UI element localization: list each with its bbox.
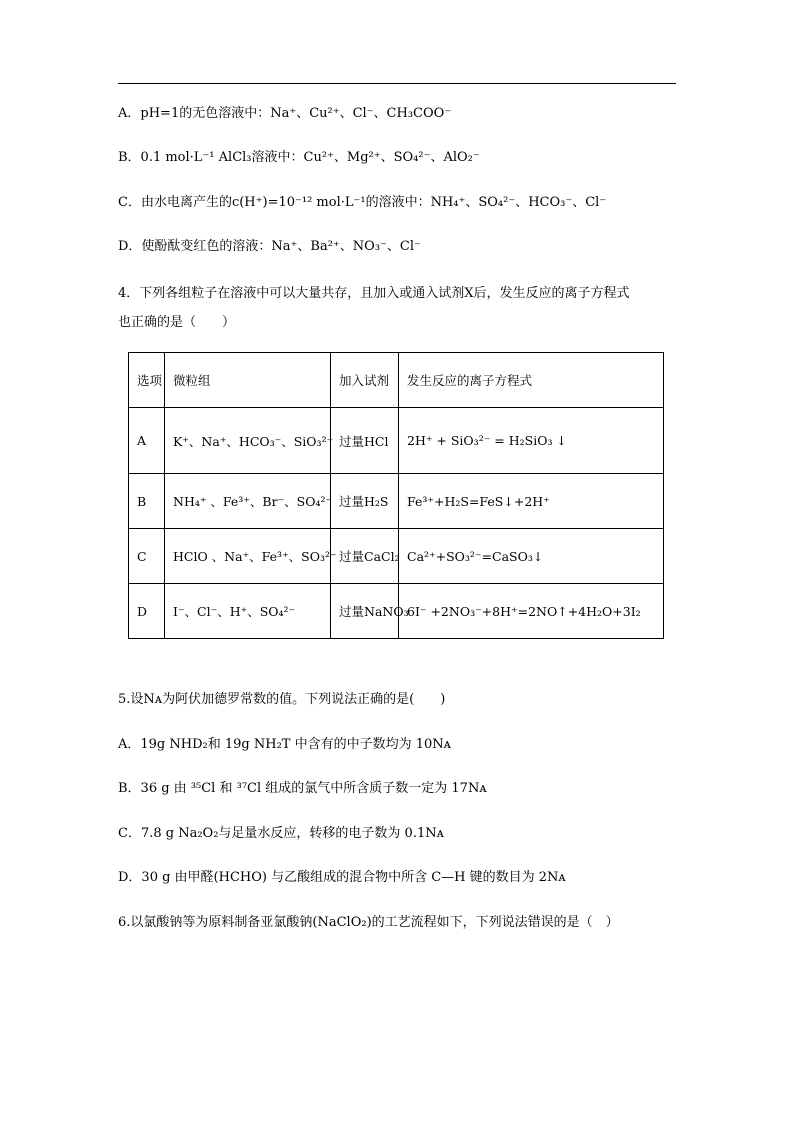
q4-stem-line2: 也正确的是（ ） xyxy=(118,315,236,330)
row-reagent: 过量CaCl₂ xyxy=(331,529,399,584)
row-particles: I⁻、Cl⁻、H⁺、SO₄²⁻ xyxy=(165,584,331,639)
q3-option-c: C．由水电离产生的c(H⁺)=10⁻¹² mol·L⁻¹的溶液中：NH₄⁺、SO₄²⁻、HCO₃⁻、Cl⁻ xyxy=(118,195,607,210)
page-header-rule xyxy=(118,83,676,84)
table-header-row xyxy=(129,353,664,408)
header-equation: 发生反应的离子方程式 xyxy=(399,353,664,408)
q5-stem: 5.设Nᴀ为阿伏加德罗常数的值。下列说法正确的是( ) xyxy=(118,692,446,707)
row-particles: NH₄⁺ 、Fe³⁺、Br⁻、SO₄²⁻ xyxy=(165,474,331,529)
q5-option-c: C．7.8 g Na₂O₂与足量水反应，转移的电子数为 0.1Nᴀ xyxy=(118,826,444,841)
table-row xyxy=(129,474,664,529)
q4-stem-line1: 4．下列各组粒子在溶液中可以大量共存，且加入或通入试剂X后，发生反应的离子方程式 xyxy=(118,286,630,301)
row-equation: 2H⁺ + SiO₃²⁻ = H₂SiO₃ ↓ xyxy=(399,408,664,474)
table-row xyxy=(129,408,664,474)
row-equation: Ca²⁺+SO₃²⁻=CaSO₃↓ xyxy=(399,529,664,584)
header-option: 选项 xyxy=(129,353,165,408)
row-option: B xyxy=(129,474,165,529)
row-option: D xyxy=(129,584,165,639)
row-reagent: 过量NaNO₃ xyxy=(331,584,399,639)
row-equation: Fe³⁺+H₂S=FeS↓+2H⁺ xyxy=(399,474,664,529)
row-reagent: 过量H₂S xyxy=(331,474,399,529)
row-particles: HClO 、Na⁺、Fe³⁺、SO₃²⁻ xyxy=(165,529,331,584)
table-row xyxy=(129,529,664,584)
q6-stem: 6.以氯酸钠等为原料制备亚氯酸钠(NaClO₂)的工艺流程如下，下列说法错误的是（ ） xyxy=(118,915,619,930)
row-option: A xyxy=(129,408,165,474)
q4-table xyxy=(128,352,664,639)
q5-option-a: A．19g NHD₂和 19g NH₂T 中含有的中子数均为 10Nᴀ xyxy=(118,737,451,752)
table-row xyxy=(129,584,664,639)
q5-option-b: B．36 g 由 ³⁵Cl 和 ³⁷Cl 组成的氯气中所含质子数一定为 17Nᴀ xyxy=(118,781,487,796)
header-particles: 微粒组 xyxy=(165,353,331,408)
header-reagent: 加入试剂 xyxy=(331,353,399,408)
q3-option-d: D．使酚酞变红色的溶液：Na⁺、Ba²⁺、NO₃⁻、Cl⁻ xyxy=(118,239,421,254)
row-equation: 6I⁻ +2NO₃⁻+8H⁺=2NO↑+4H₂O+3I₂ xyxy=(399,584,664,639)
row-reagent: 过量HCl xyxy=(331,408,399,474)
q3-option-b: B．0.1 mol·L⁻¹ AlCl₃溶液中：Cu²⁺、Mg²⁺、SO₄²⁻、AlO₂⁻ xyxy=(118,150,480,165)
q5-option-d: D．30 g 由甲醛(HCHO) 与乙酸组成的混合物中所含 C—H 键的数目为 2Nᴀ xyxy=(118,870,566,885)
q3-option-a: A．pH=1的无色溶液中：Na⁺、Cu²⁺、Cl⁻、CH₃COO⁻ xyxy=(118,106,452,121)
row-option: C xyxy=(129,529,165,584)
row-particles: K⁺、Na⁺、HCO₃⁻、SiO₃²⁻ xyxy=(165,408,331,474)
